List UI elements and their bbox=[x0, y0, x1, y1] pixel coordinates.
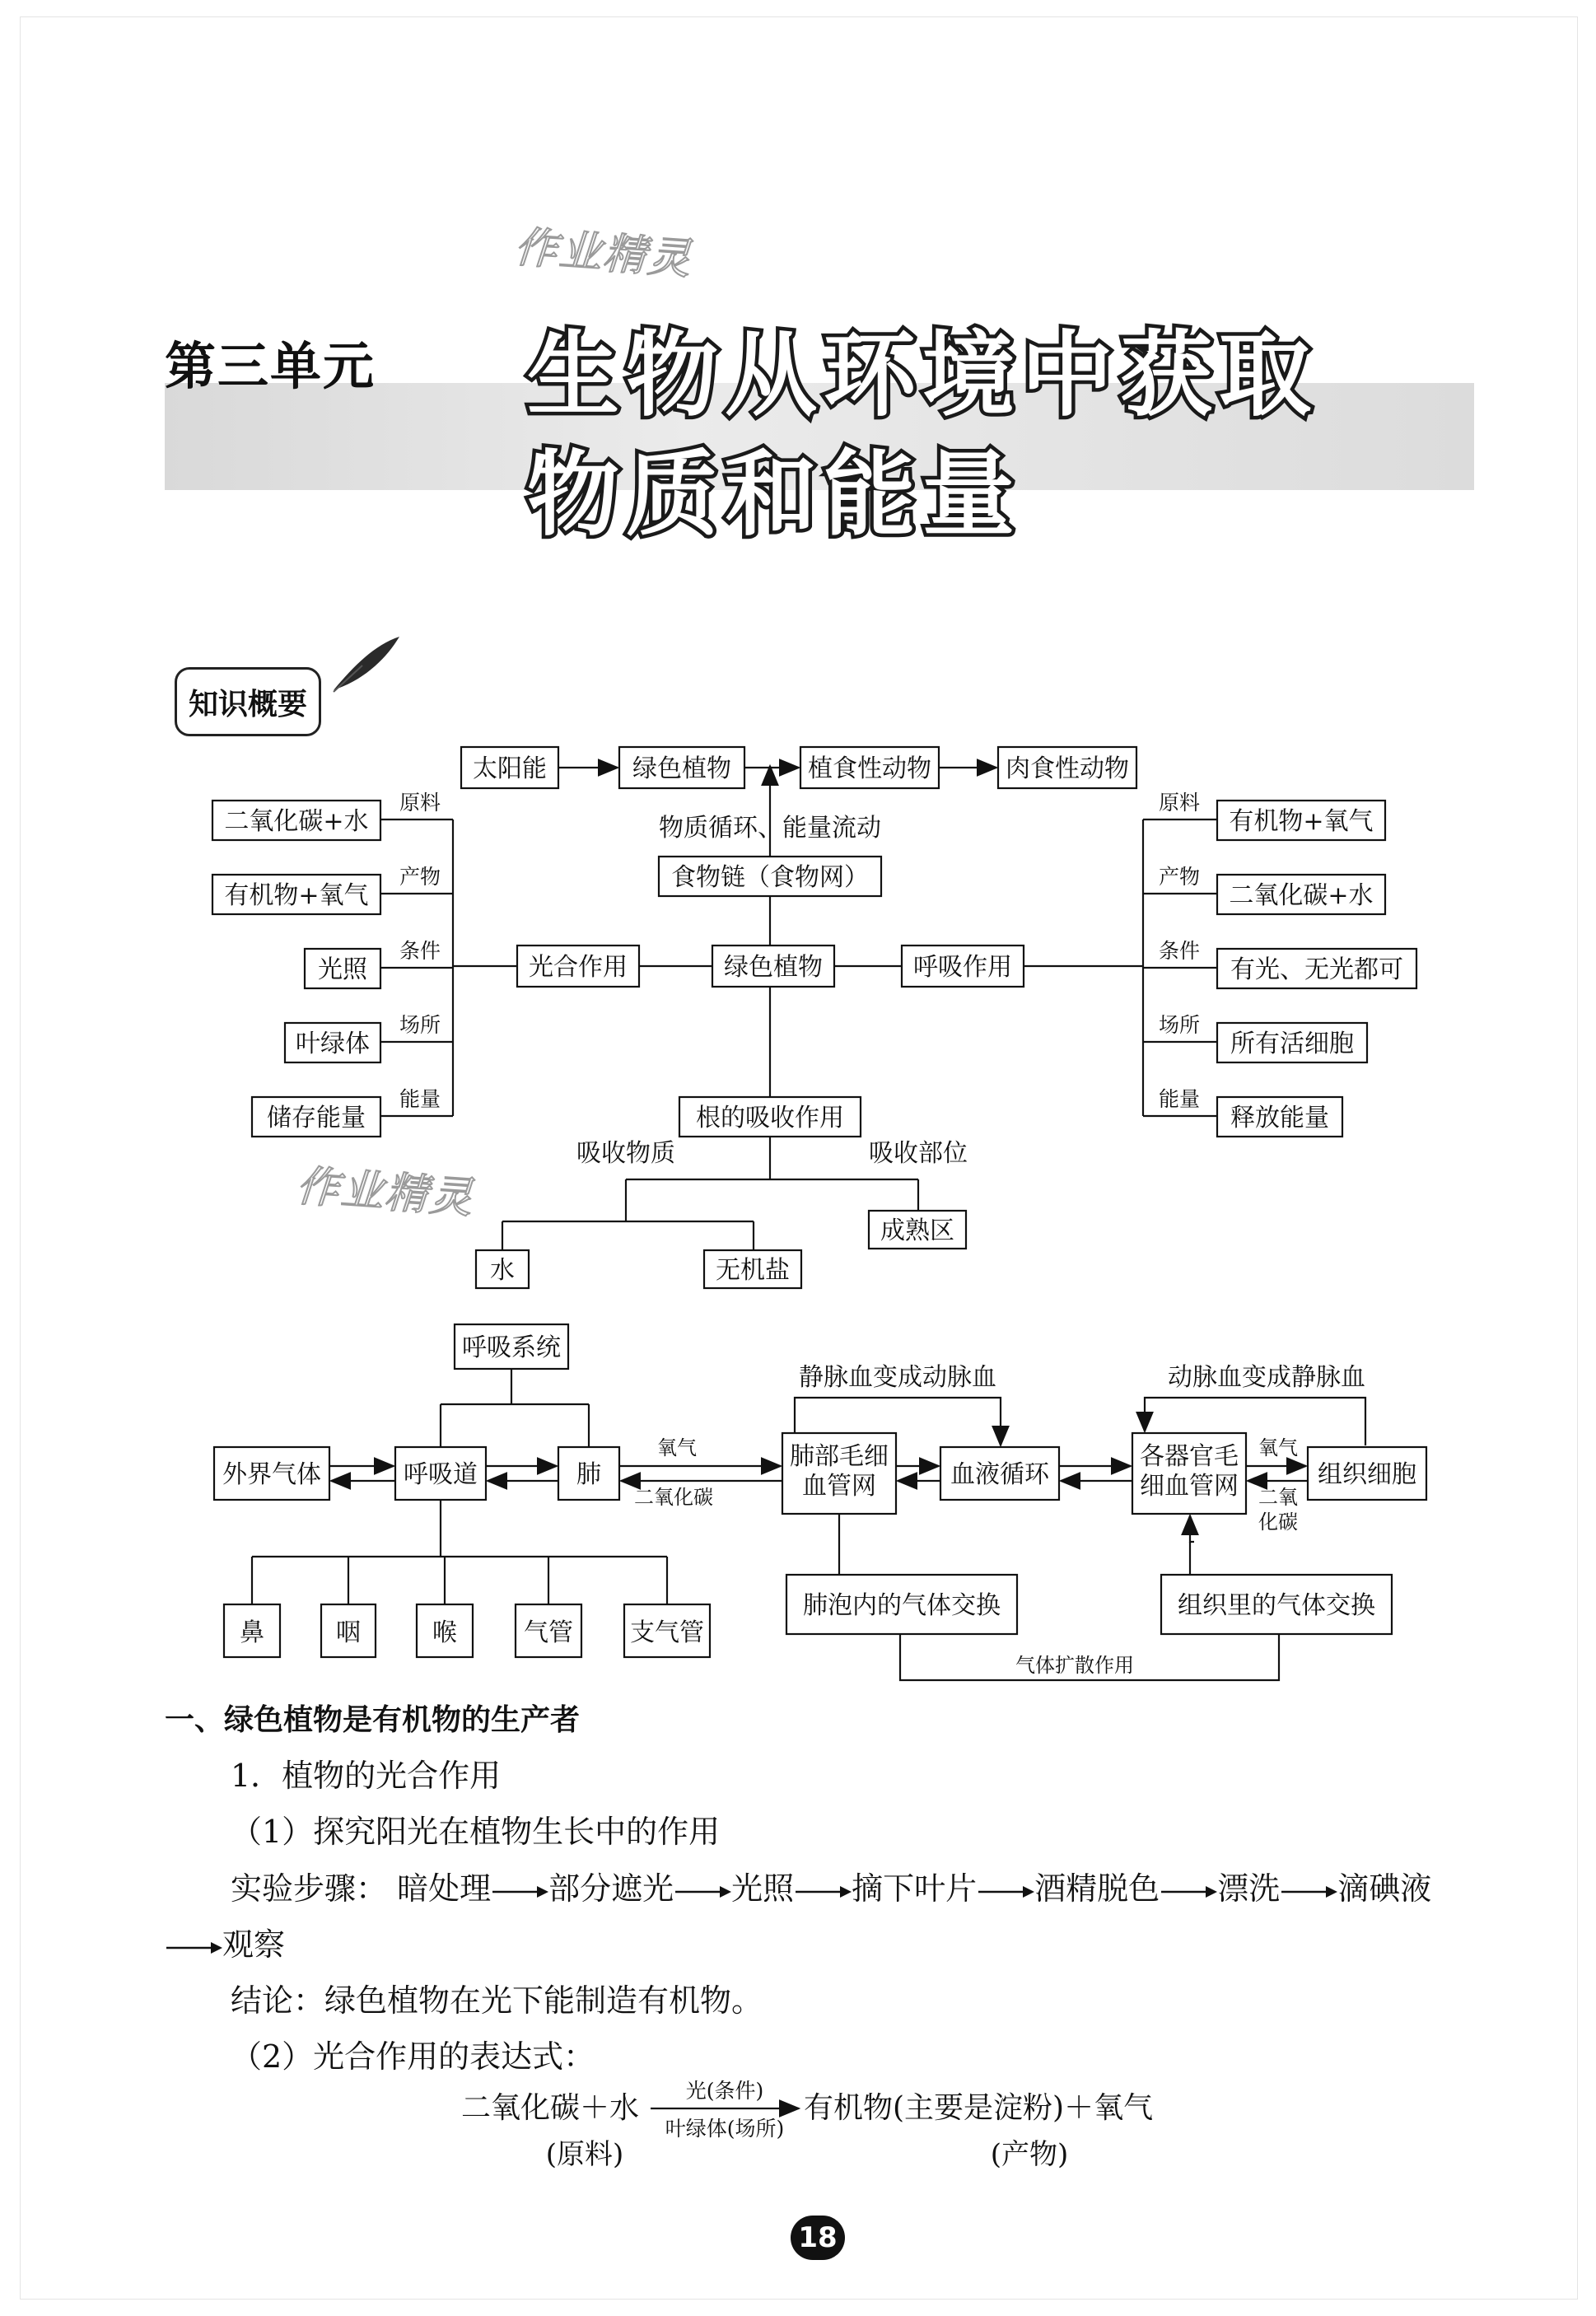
diffusion-label: 气体扩散作用 bbox=[1015, 1654, 1134, 1677]
outside-air: 外界气体 bbox=[222, 1460, 321, 1489]
chain-sun: 太阳能 bbox=[473, 754, 547, 783]
right-energy: 释放能量 bbox=[1230, 1104, 1329, 1132]
eq-site: 叶绿体(场所) bbox=[665, 2117, 785, 2141]
lung-capillary-a: 肺部毛细 bbox=[790, 1442, 889, 1471]
organ-trachea: 气管 bbox=[524, 1618, 573, 1647]
co2-label-b: 化碳 bbox=[1258, 1511, 1298, 1534]
artery-to-vein: 动脉血变成静脉血 bbox=[1168, 1363, 1365, 1392]
center-plant: 绿色植物 bbox=[724, 953, 823, 982]
organ-capillary-b: 细血管网 bbox=[1140, 1472, 1239, 1501]
organ-capillary-a: 各器官毛 bbox=[1140, 1442, 1239, 1471]
eq-left: 二氧化碳＋水 bbox=[461, 2091, 640, 2125]
absorb-substance: 吸收物质 bbox=[576, 1139, 675, 1168]
experiment-steps bbox=[231, 1863, 1431, 1908]
co2-label-a: 二氧 bbox=[1258, 1486, 1298, 1509]
chain-carnivore: 肉食性动物 bbox=[1006, 754, 1129, 783]
left-label-site: 场所 bbox=[399, 1013, 441, 1037]
chain-plant: 绿色植物 bbox=[632, 754, 731, 783]
arrow-icon bbox=[491, 1882, 548, 1902]
organ-larynx: 喉 bbox=[432, 1618, 457, 1647]
experiment-steps-2 bbox=[165, 1919, 285, 1964]
arrow-icon bbox=[674, 1882, 731, 1902]
photosynthesis-equation bbox=[461, 2071, 1202, 2178]
left-product: 有机物+氧气 bbox=[224, 881, 369, 910]
right-site: 所有活细胞 bbox=[1230, 1030, 1354, 1058]
arrow-icon bbox=[794, 1882, 852, 1902]
experiment-step: 光照 bbox=[731, 1870, 795, 1907]
right-raw: 有机物+氧气 bbox=[1229, 807, 1374, 836]
eq-right: 有机物(主要是淀粉)＋氧气 bbox=[804, 2091, 1154, 2125]
right-product: 二氧化碳+水 bbox=[1229, 881, 1374, 910]
para-2: （1）探究阳光在植物生长中的作用 bbox=[231, 1814, 721, 1850]
arrow-icon bbox=[977, 1882, 1034, 1902]
experiment-step: 摘下叶片 bbox=[852, 1870, 978, 1907]
conclusion: 结论：绿色植物在光下能制造有机物。 bbox=[231, 1982, 763, 2019]
experiment-step: 部分遮光 bbox=[548, 1870, 674, 1907]
right-label-site: 场所 bbox=[1158, 1013, 1201, 1037]
experiment-step: 酒精脱色 bbox=[1034, 1870, 1160, 1907]
vein-to-artery: 静脉血变成动脉血 bbox=[799, 1363, 996, 1392]
eq-raw-label: (原料) bbox=[545, 2138, 624, 2171]
photosynthesis: 光合作用 bbox=[529, 953, 628, 982]
respiration: 呼吸作用 bbox=[913, 953, 1012, 982]
right-label-energy: 能量 bbox=[1158, 1087, 1201, 1111]
organ-bronchus: 支气管 bbox=[630, 1618, 704, 1647]
oxygen-label: 氧气 bbox=[657, 1436, 697, 1459]
lung: 肺 bbox=[576, 1460, 601, 1489]
tissue-exchange: 组织里的气体交换 bbox=[1178, 1591, 1375, 1620]
left-label-energy: 能量 bbox=[399, 1087, 441, 1111]
lung-capillary-b: 血管网 bbox=[802, 1472, 876, 1501]
section-badge: 知识概要 bbox=[175, 667, 321, 736]
food-chain: 食物链（食物网） bbox=[671, 863, 869, 892]
inorganic-salt: 无机盐 bbox=[716, 1256, 790, 1285]
right-label-raw: 原料 bbox=[1158, 791, 1201, 815]
oxygen-label-2: 氧气 bbox=[1258, 1436, 1298, 1459]
experiment-step: 滴碘液 bbox=[1337, 1870, 1432, 1907]
left-label-raw: 原料 bbox=[399, 791, 441, 815]
watermark: 作业精灵 bbox=[512, 222, 694, 285]
right-condition: 有光、无光都可 bbox=[1230, 955, 1403, 984]
page-number: 18 bbox=[791, 2216, 845, 2260]
experiment-step: 漂洗 bbox=[1217, 1870, 1281, 1907]
cycle-label: 物质循环、能量流动 bbox=[659, 814, 881, 843]
unit-title-line1: 生物从环境中获取 bbox=[527, 322, 1318, 429]
root-absorption: 根的吸收作用 bbox=[696, 1104, 844, 1132]
water: 水 bbox=[490, 1256, 515, 1285]
organ-nose: 鼻 bbox=[240, 1618, 264, 1647]
arrow-icon bbox=[1280, 1882, 1337, 1902]
left-site: 叶绿体 bbox=[296, 1030, 370, 1058]
watermark-2: 作业精灵 bbox=[294, 1161, 476, 1224]
left-energy: 储存能量 bbox=[267, 1104, 366, 1132]
left-raw: 二氧化碳+水 bbox=[224, 807, 369, 836]
para-3: （2）光合作用的表达式： bbox=[231, 2038, 595, 2075]
airway: 呼吸道 bbox=[404, 1460, 478, 1489]
eq-condition: 光(条件) bbox=[685, 2079, 764, 2103]
unit-label: 第三单元 bbox=[165, 336, 376, 396]
experiment-step: 观察 bbox=[222, 1926, 286, 1963]
para-1: 1．植物的光合作用 bbox=[231, 1758, 502, 1794]
arrow-icon bbox=[1160, 1882, 1217, 1902]
chain-herbivore: 植食性动物 bbox=[808, 754, 931, 783]
alveoli-exchange: 肺泡内的气体交换 bbox=[803, 1591, 1001, 1620]
left-label-product: 产物 bbox=[399, 865, 441, 889]
steps-label: 实验步骤： bbox=[231, 1870, 388, 1907]
co2-label: 二氧化碳 bbox=[634, 1486, 713, 1509]
left-condition: 光照 bbox=[318, 955, 367, 984]
organ-pharynx: 咽 bbox=[336, 1618, 361, 1647]
mature-zone: 成熟区 bbox=[880, 1216, 954, 1245]
right-label-product: 产物 bbox=[1158, 865, 1201, 889]
tissue-cell: 组织细胞 bbox=[1318, 1460, 1416, 1489]
blood-circulation: 血液循环 bbox=[950, 1460, 1049, 1489]
left-label-condition: 条件 bbox=[399, 939, 441, 963]
experiment-step: 暗处理 bbox=[397, 1870, 492, 1907]
right-label-condition: 条件 bbox=[1158, 939, 1201, 963]
section-heading: 一、绿色植物是有机物的生产者 bbox=[165, 1703, 581, 1737]
resp-system: 呼吸系统 bbox=[462, 1333, 561, 1362]
eq-product-label: (产物) bbox=[990, 2138, 1069, 2171]
unit-title-line2: 物质和能量 bbox=[527, 441, 1021, 549]
absorb-site: 吸收部位 bbox=[869, 1139, 968, 1168]
arrow-icon bbox=[165, 1938, 222, 1958]
